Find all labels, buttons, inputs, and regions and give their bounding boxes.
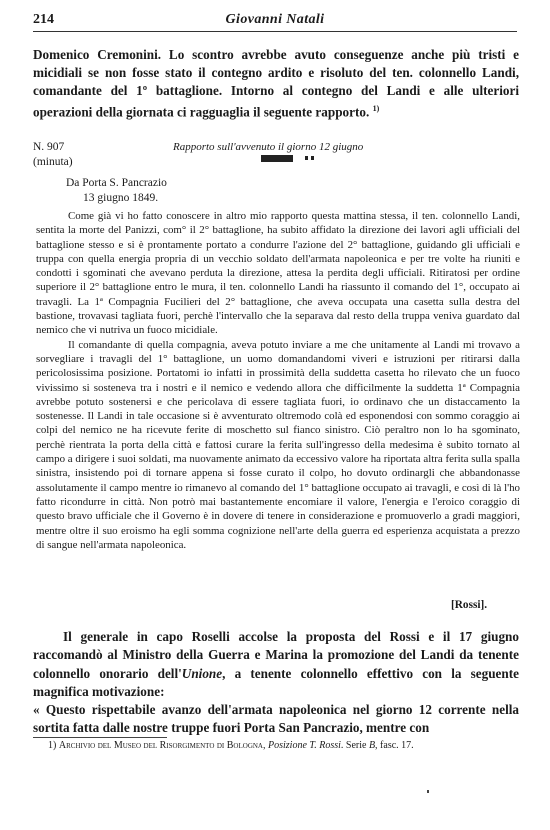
letter-date: 13 giugno 1849. [83, 192, 159, 204]
footnote: 1) Archivio del Museo del Risorgimento di Bologna, Posizione T. Rossi. Serie B, fasc. 17. [48, 740, 414, 751]
footnote-position: Posizione T. Rossi [268, 740, 341, 751]
document-number: N. 907 [33, 141, 65, 153]
footnote-serie: B [368, 740, 376, 751]
footnote-mark: 1) [48, 740, 57, 751]
body-paragraph [33, 628, 519, 738]
letter-paragraph: Come già vi ho fatto conoscere in altro mio rapporto questa mattina stessa, il ten. colonnello Landi, sentita la morte del Panizzi, com° il 2° battaglione, ha subito affidato la direzione dei lavori agli ufficiali del battaglione stesso e si è prontamente portato a condurre l'azione del 2° battaglione, guidando gli ufficiali e truppa con quella energia propria di un vecchio soldato dell'armata napoleonica e per tre volte ha riuniti e condotti i sgominati che avevano perduta la direzione, attesa la perdita degli ufficiali. Ritiratosi per ordine superiore il 2° battaglione entro le mura, il ten. colonnello Landi ha riassunto il comando del 1°, occupato ai travagli. La 1ª Compagnia Fucilieri del 2° battaglione, che aveva occupata una casetta sulla destra del bastione, trovavasi tagliata fuori, perchè l'intervallo che la separava dal resto della truppa veniva guardato dal nemico che vi nutriva un fuoco micidiale. [36, 210, 520, 337]
document-reference [33, 141, 519, 175]
letter-sender: Da Porta S. Pancrazio [66, 177, 167, 189]
footnote-archive: Archivio del Museo del Risorgimento di Bologna [58, 740, 263, 751]
footnote-rule [33, 737, 167, 738]
archive-stamp-dots [305, 156, 314, 160]
letter-paragraph: Il comandante di quella compagnia, aveva potuto inviare a me che unitamente al Landi mi trovavo a sorvegliare i travagli del 1° battaglione, un uomo domandandomi viveri e istruzioni per ritirarsi dalla pericolosissima posizione. Portatomi io infatti in prossimità della suddetta casetta ho rilevato che un fuoco vivissimo si sosteneva tra i nostri e il nemico e vedendo allora che difficilmente la suddetta 1ª Compagnia avrebbe potuto sostenersi e che pericolava di essere tagliata fuori, io ordinavo che un distaccamento la sostenesse. Il Landi in tale occasione si è avventurato oltremodo colà ed esponendosi con sommo coraggio ai colpi del nemico ne ha ricevute ferite di moschetto sul fianco sinistro. Ciò peraltro non lo ha sgominato, perchè rientrata la porta della città e fattosi curare la ferita sull'ingresso della medesima è subito tornato al campo a dirigere i suoi soldati, ma nuovamente animato da eccessivo valore ha riportata altra ferita sulla spalla sinistra, insistendo poi di tornare appena si fosse curato il colpo, ho dovuto ordinargli che abbandonasse assolutamente il campo mentre io rimanevo al comando del 1° battaglione occupato ai travagli, e così di là l'ho fatto ricondurre in città. Non potrò mai bastantemente encomiare il valore, l'energia e l'eroico coraggio di questo bravo ufficiale che il Governo è in dovere di tenere in considerazione e promuoverlo a gradi maggiori, mentre oltre il suo eroismo ha egli somma cognizione nell'arte della guerra ed esperienza acquistata a prezzo di sangue nell'armata napoleonica. [36, 338, 520, 551]
archive-stamp-mark [261, 155, 293, 162]
lead-text: Domenico Cremonini. Lo scontro avrebbe avuto conseguenze anche più tristi e micidiali se non fosse stato il contegno ardito e risoluto del ten. colonnello Landi, comandante del 1º battaglione. Intorno al contegno del Landi e alle ulteriori operazioni della giornata ci ragguaglia il seguente rapporto. [33, 47, 519, 120]
lead-paragraph [33, 46, 519, 121]
body-text-part1: Il generale in capo Roselli accolse la proposta del Rossi e il 17 giugno raccomandò al Ministro della Guerra e Marina la promozione del Landi da tenente colonnello onorario dell' [33, 629, 519, 681]
footnote-fasc: , fasc. 17. [375, 740, 414, 751]
footnote-serie-label: . Serie [340, 740, 369, 751]
body-text-italic: Unione [181, 665, 223, 681]
running-head: Giovanni Natali [225, 12, 325, 27]
body-text-part2: , a tenente colonnello effettivo con la seguente magnifica motivazione: [33, 665, 519, 699]
page-number: 214 [33, 12, 54, 27]
footnote-reference: 1) [372, 104, 380, 113]
document-title: Rapporto sull'avvenuto il giorno 12 giugno [173, 141, 364, 153]
print-speck [427, 790, 429, 793]
document-note: (minuta) [33, 156, 73, 168]
body-quote: « Questo rispettabile avanzo dell'armata napoleonica nel giorno 12 corrente nella sortita fatta dalle nostre truppe fuori Porta San Pancrazio, mentre con [33, 702, 519, 736]
header-rule [33, 31, 517, 32]
letter-signature: [Rossi]. [451, 599, 488, 611]
page-header [33, 12, 517, 32]
letter-body [36, 209, 520, 552]
